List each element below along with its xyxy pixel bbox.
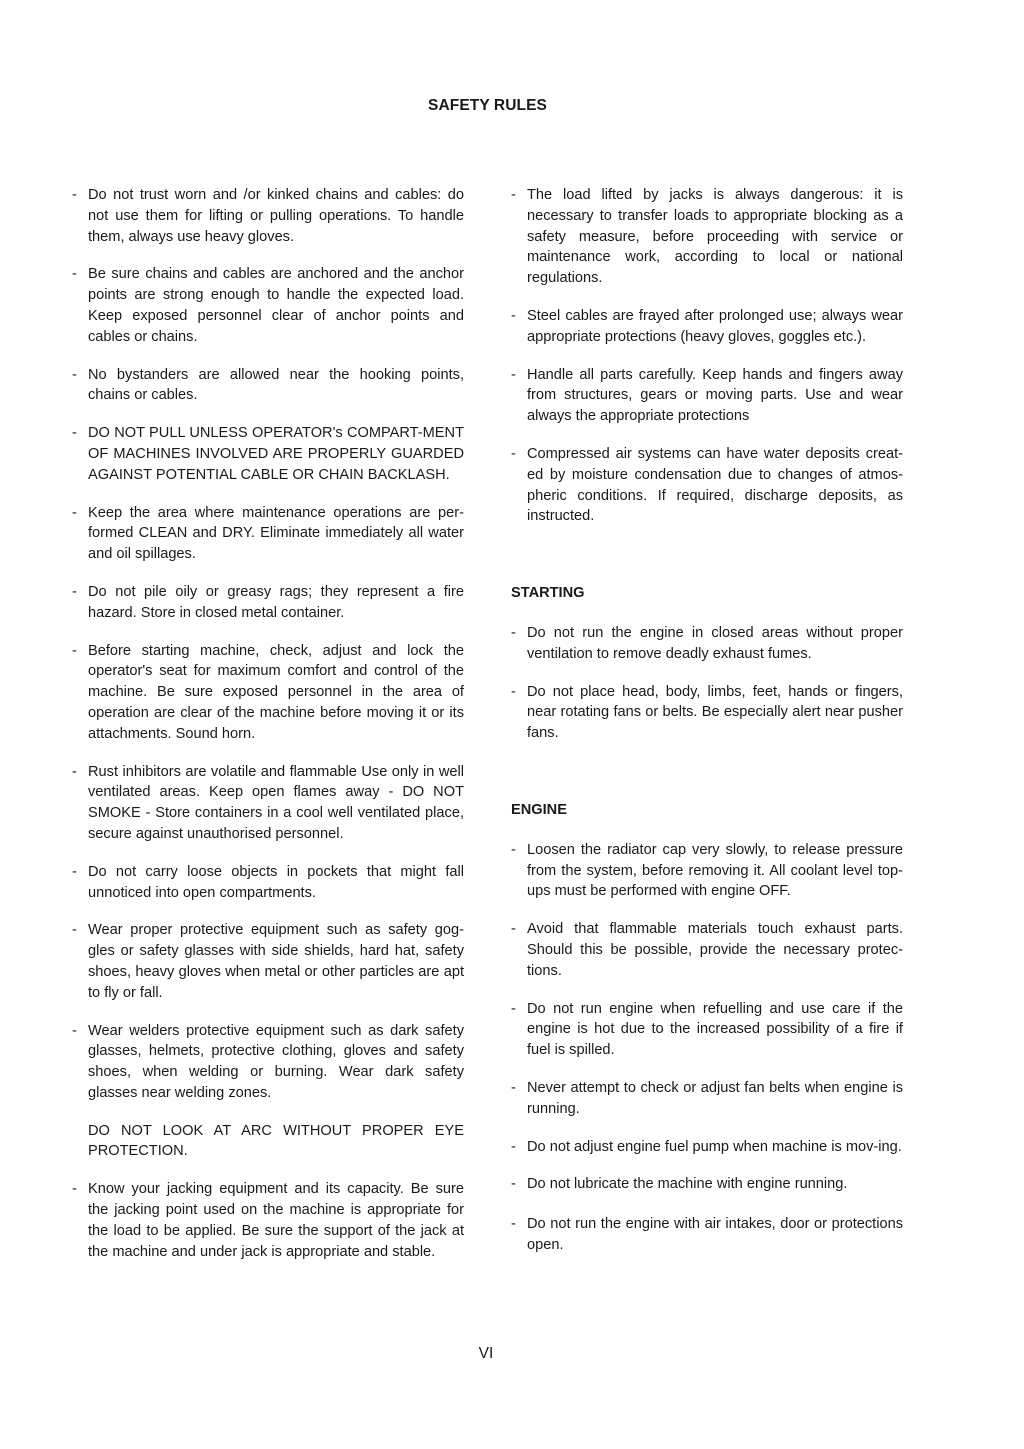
bullet-dash: - [511,921,516,938]
rule-text: Be sure chains and cables are anchored and the anchor points are strong enough to handle the expected load. Keep exposed personnel clear of anchor points and cables or chains. [88,266,464,345]
safety-rule [511,999,903,1061]
rule-text: Handle all parts carefully. Keep hands and fingers away from structures, gears or moving parts. Use and wear always the appropriate protections [527,366,903,425]
bullet-dash: - [72,763,77,780]
bullet-dash: - [72,1022,77,1039]
bullet-dash: - [511,366,516,383]
rule-text: Compressed air systems can have water deposits creat-ed by moisture condensation due to changes of atmos-pheric conditions. If required, discharge deposits, as instructed. [527,445,903,525]
bullet-dash: - [511,445,516,462]
safety-rule [72,1021,464,1104]
safety-rule [511,1214,903,1256]
safety-rule [511,306,903,348]
bullet-dash: - [72,1181,77,1198]
safety-rule [72,1179,464,1262]
rule-text: Rust inhibitors are volatile and flammable Use only in well ventilated areas. Keep open flames away - DO NOT SMOKE - Store containers in a cool well ventilated place, secure against unauthorised personnel. [88,763,464,842]
safety-rule [72,264,464,347]
arc-warning-note: DO NOT LOOK AT ARC WITHOUT PROPER EYE PROTECTION. [88,1122,464,1160]
rule-text: Avoid that flammable materials touch exhaust parts. Should this be possible, provide the necessary protec-tions. [527,921,903,979]
rule-text: Wear proper protective equipment such as safety gog-gles or safety glasses with side shields, hard hat, safety shoes, heavy gloves when metal or other particles are apt to fly or fall. [88,922,464,1001]
rule-text: Steel cables are frayed after prolonged use; always wear appropriate protections (heavy gloves, goggles etc.). [527,307,903,345]
safety-rule [72,762,464,845]
bullet-dash: - [511,624,516,641]
safety-rule [511,185,903,289]
safety-rule [511,919,903,981]
safety-rule [511,444,903,527]
rule-text: Wear welders protective equipment such as dark safety glasses, helmets, protective clothing, gloves and safety shoes, when welding or burning. Wear dark safety glasses near welding zones. [88,1022,464,1101]
safety-rule [511,623,903,665]
right-column [511,185,903,1256]
safety-rule [72,365,464,407]
rule-text: The load lifted by jacks is always dangerous: it is necessary to transfer loads to appropriate blocking as a safety measure, before proceeding with service or maintenance work, according to local or national regulations. [527,187,903,287]
bullet-dash: - [72,642,77,659]
bullet-dash: - [511,1176,516,1193]
page-title: SAFETY RULES [428,97,547,114]
rule-text: Do not carry loose objects in pockets that might fall unnoticed into open compartments. [88,863,464,901]
bullet-dash: - [511,1000,516,1017]
left-column [72,185,464,1262]
rule-text: Do not adjust engine fuel pump when machine is mov-ing. [527,1138,902,1155]
rule-text: Keep the area where maintenance operations are per-formed CLEAN and DRY. Eliminate immediately all water and oil spillages. [88,504,464,563]
bullet-dash: - [511,307,516,324]
bullet-dash: - [72,366,77,383]
bullet-dash: - [72,583,77,600]
page-number: VI [478,1345,494,1362]
rule-text: No bystanders are allowed near the hooking points, chains or cables. [88,366,464,404]
safety-rule [72,920,464,1003]
bullet-dash: - [72,504,77,521]
bullet-dash: - [511,1138,516,1155]
safety-rule [72,503,464,565]
rule-text: Before starting machine, check, adjust and lock the operator's seat for maximum comfort and control of the machine. Be sure exposed personnel in the area of operation are clear of the machine before moving it or its attachments. Sound horn. [88,642,464,742]
safety-rule [72,582,464,624]
safety-rule [72,862,464,904]
safety-rule [72,185,464,247]
rule-text: Do not lubricate the machine with engine running. [527,1176,848,1193]
bullet-dash: - [511,187,516,203]
safety-rule [511,1078,903,1120]
rule-text: Do not run the engine in closed areas without proper ventilation to remove deadly exhaust fumes. [527,624,903,662]
bullet-dash: - [72,425,77,442]
bullet-dash: - [72,187,77,203]
rule-text: Do not pile oily or greasy rags; they represent a fire hazard. Store in closed metal container. [88,583,464,621]
safety-rule [511,1137,903,1158]
safety-rule [72,423,464,485]
safety-rule [511,365,903,427]
bullet-dash: - [72,863,77,880]
bullet-dash: - [72,266,77,283]
section-heading-starting: STARTING [511,585,585,602]
rule-text: Do not run the engine with air intakes, door or protections open. [527,1216,903,1253]
rule-text: Never attempt to check or adjust fan belts when engine is running. [527,1079,903,1117]
safety-rule [511,1174,903,1195]
bullet-dash: - [511,1216,516,1233]
bullet-dash: - [511,841,516,858]
safety-rule [511,682,903,744]
rule-text: Do not run engine when refuelling and use care if the engine is hot due to the increased possibility of a fire if fuel is spilled. [527,1000,903,1059]
bullet-dash: - [72,922,77,939]
safety-rule [511,840,903,902]
rule-text: Do not trust worn and /or kinked chains and cables: do not use them for lifting or pulling operations. To handle them, always use heavy gloves. [88,187,464,245]
rule-text: Know your jacking equipment and its capacity. Be sure the jacking point used on the machine is appropriate for the load to be applied. Be sure the support of the jack at the machine and under jack is appropriate and stable. [88,1181,464,1260]
section-heading-engine: ENGINE [511,801,567,818]
bullet-dash: - [511,683,516,700]
safety-rule [72,641,464,745]
rule-text: Loosen the radiator cap very slowly, to release pressure from the system, before removing it. All coolant level top-ups must be performed with engine OFF. [527,841,903,900]
bullet-dash: - [511,1079,516,1096]
rule-text: Do not place head, body, limbs, feet, hands or fingers, near rotating fans or belts. Be especially alert near pusher fans. [527,683,903,742]
rule-text: DO NOT PULL UNLESS OPERATOR's COMPART-MENT OF MACHINES INVOLVED ARE PROPERLY GUARDED AGAINST POTENTIAL CABLE OR CHAIN BACKLASH. [88,425,464,483]
